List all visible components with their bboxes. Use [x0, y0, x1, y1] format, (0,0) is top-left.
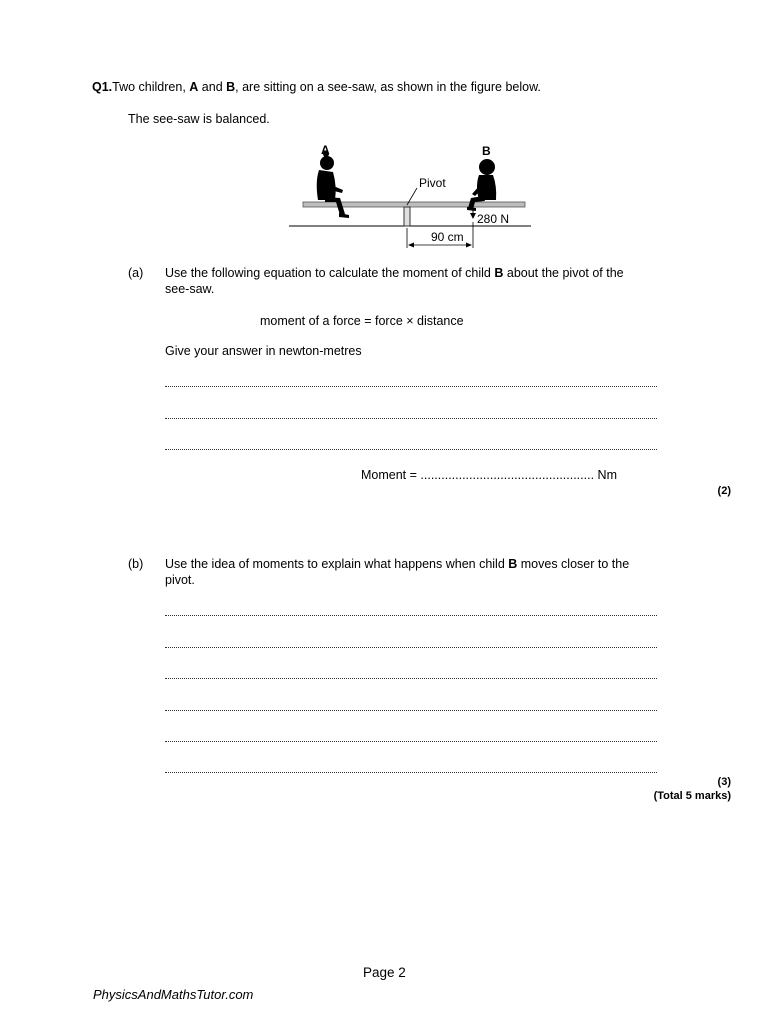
label-a: A	[321, 143, 330, 157]
label-b: B	[482, 144, 491, 158]
answer-line-b-1[interactable]	[165, 615, 657, 616]
intro-text-2: and	[198, 80, 227, 94]
moment-equation: moment of a force = force × distance	[260, 314, 464, 328]
part-a-marks: (2)	[717, 485, 731, 497]
question-intro	[92, 80, 541, 94]
child-a-figure	[317, 151, 349, 218]
part-b-question	[165, 557, 629, 571]
moment-answer-dots[interactable]: ..................................................	[420, 468, 595, 482]
see-saw-figure	[285, 140, 535, 252]
answer-line-a-2[interactable]	[165, 418, 657, 419]
child-b-ref: B	[226, 80, 236, 94]
intro-text-1: Two children,	[112, 80, 190, 94]
balanced-statement: The see-saw is balanced.	[128, 112, 270, 126]
part-b-letter: (b)	[128, 557, 144, 571]
part-b-question-line2: pivot.	[165, 573, 195, 587]
units-instruction: Give your answer in newton-metres	[165, 344, 362, 358]
answer-line-b-2[interactable]	[165, 647, 657, 648]
part-b-text-2: moves closer to the	[517, 557, 630, 571]
intro-text-3: , are sitting on a see-saw, as shown in the figure below.	[235, 80, 541, 94]
force-arrowhead	[470, 213, 476, 219]
answer-line-a-3[interactable]	[165, 449, 657, 450]
pivot-post	[404, 207, 410, 226]
part-b-marks: (3)	[717, 776, 731, 788]
pivot-label: Pivot	[419, 176, 446, 190]
part-a-letter: (a)	[128, 266, 144, 280]
part-a-text-1: Use the following equation to calculate the moment of child	[165, 266, 495, 280]
part-a-child-ref: B	[494, 266, 504, 280]
moment-answer-unit: Nm	[594, 468, 617, 482]
question-number: Q1.	[92, 80, 113, 94]
part-b-child-ref: B	[508, 557, 518, 571]
child-a-ref: A	[189, 80, 199, 94]
part-a-text-2: about the pivot of the	[503, 266, 624, 280]
footer-site: PhysicsAndMathsTutor.com	[93, 987, 254, 1002]
answer-line-b-6[interactable]	[165, 772, 657, 773]
answer-line-b-5[interactable]	[165, 741, 657, 742]
distance-arrow-right	[466, 243, 472, 248]
distance-arrow-left	[408, 243, 414, 248]
answer-line-b-4[interactable]	[165, 710, 657, 711]
force-label: 280 N	[477, 212, 510, 226]
part-a-question-line2: see-saw.	[165, 282, 215, 296]
answer-line-b-3[interactable]	[165, 678, 657, 679]
page-number: Page 2	[363, 965, 406, 980]
total-marks: (Total 5 marks)	[653, 790, 731, 802]
distance-label: 90 cm	[431, 230, 464, 244]
moment-answer-row[interactable]	[361, 468, 617, 482]
answer-line-a-1[interactable]	[165, 386, 657, 387]
part-b-text-1: Use the idea of moments to explain what happens when child	[165, 557, 509, 571]
moment-answer-label: Moment =	[361, 468, 421, 482]
part-a-question	[165, 266, 624, 280]
